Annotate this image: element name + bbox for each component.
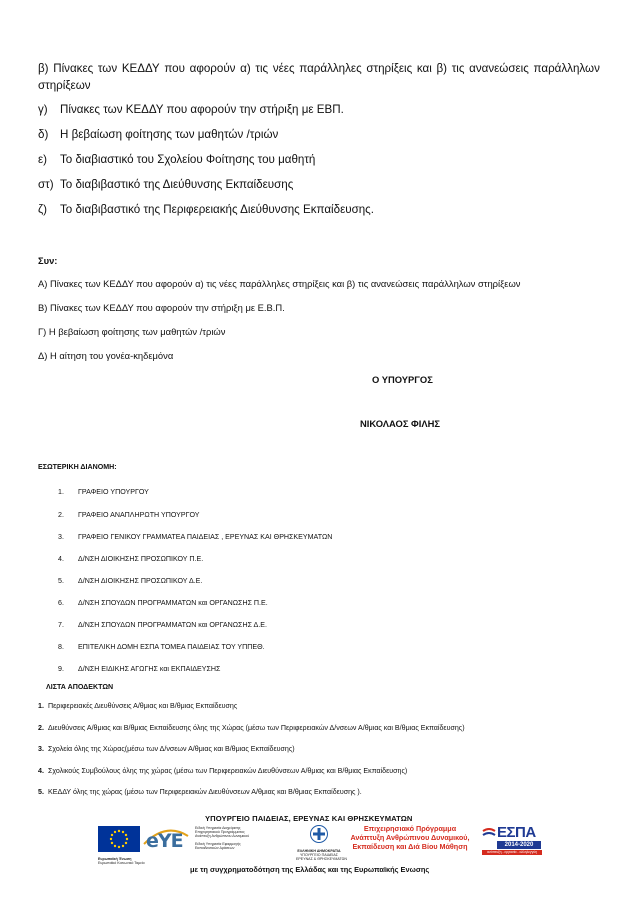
item-number: 3. [38,745,44,753]
enclosure-text: Το διαβιβαστικό της Περιφερειακής Διεύθυνσης Εκπαίδευσης. [60,203,374,216]
greek-republic-line: ΕΛΛΗΝΙΚΗ ΔΗΜΟΚΡΑΤΙΑ [297,849,341,853]
item-text: Δ/ΝΣΗ ΕΙΔΙΚΗΣ ΑΓΩΓΗΣ και ΕΚΠΑΙΔΕΥΣΗΣ [78,665,221,673]
internal-distribution-item [58,488,149,496]
enclosure-b-word: που [164,62,185,75]
item-number: 2. [38,724,44,732]
internal-distribution-item [58,555,203,563]
item-number: 6. [58,599,64,607]
item-number: 5. [38,788,44,796]
item-text: Δ/ΝΣΗ ΔΙΟΙΚΗΣΗΣ ΠΡΟΣΩΠΙΚΟΥ Π.Ε. [78,555,204,563]
greek-republic-line: ΕΡΕΥΝΑΣ & ΘΡΗΣΚΕΥΜΑΤΩΝ [296,857,347,862]
espa-period: 2014-2020 [497,841,541,849]
attachments-heading: Συν: [38,255,58,266]
enclosure-item [38,103,344,116]
enclosure-b-word: παράλληλων [533,62,600,75]
recipient-item [38,767,407,775]
item-number: 9. [58,665,64,673]
program-line: Εκπαίδευση και Διά Βίου Μάθηση [352,842,468,851]
greek-republic-line: ΥΠΟΥΡΓΕΙΟ ΠΑΙΔΕΙΑΣ [299,853,339,858]
enclosure-b-word: ανανεώσεις [469,62,529,75]
enclosure-b-word: και [416,62,432,75]
enclosure-item-b [38,62,600,75]
eu-logo [98,826,145,866]
internal-distribution-item [58,621,267,629]
enclosure-b-word: των [97,62,118,75]
recipient-item [38,724,465,732]
attachment-item: Β) Πίνακες των ΚΕΔΔΥ που αφορούν την στήριξη με Ε.Β.Π. [38,302,285,313]
enclosure-text: Το διαβιαστικό του Σχολείου Φοίτησης του μαθητή [60,153,316,166]
enclosure-text: Το διαβιβαστικό της Διεύθυνσης Εκπαίδευσης [60,178,294,191]
eye-logo-text: eYE [146,830,183,852]
item-text: Διευθύνσεις Α/θμιας και Β/θμιας Εκπαίδευσης όλης της Χώρας (μέσω των Περιφερειακών Δ/νσεων Α/θμιας και Β/θμιας Εκπαίδευσης) [48,724,465,732]
managing-authority-line: Ειδική Υπηρεσία Διαχείρισης [195,826,241,830]
item-number: 5. [58,577,64,585]
enclosure-item [38,153,315,166]
espa-flag-icon [482,827,496,841]
authority-line: Εκπαιδευτικών Δράσεων [195,845,235,850]
enclosure-b-word: στηρίξεις [366,62,413,75]
enclosure-b-word: α) [240,62,251,75]
espa-tagline: ανάπτυξη - εργασία - αλληλεγγύη [482,850,542,855]
enclosure-item [38,128,278,141]
item-number: 4. [38,767,44,775]
recipient-item [38,745,295,753]
program-line: Ανάπτυξη Ανθρώπινου Δυναμικού, [350,833,470,842]
enclosure-b-word: τις [451,62,465,75]
eu-logo-subtext: Ευρωπαϊκό Κοινωνικό Ταμείο [98,861,145,866]
authority-line: Ειδική Υπηρεσία Εφαρμογής [195,841,241,846]
item-text: ΚΕΔΔΥ όλης της χώρας (μέσω των Περιφερειακών Διευθύνσεων Α/θμιας και Β/θμιας Εκπαίδευσης ). [48,788,362,796]
footer-ministry: ΥΠΟΥΡΓΕΙΟ ΠΑΙΔΕΙΑΣ, ΕΡΕΥΝΑΣ ΚΑΙ ΘΡΗΣΚΕΥΜΑΤΩΝ [205,814,413,823]
enclosure-item-b-continuation: στηρίξεων [38,79,91,92]
recipient-item [38,702,237,710]
enclosure-b-word: Πίνακες [53,62,94,75]
item-text: ΓΡΑΦΕΙΟ ΥΠΟΥΡΓΟΥ [78,488,149,496]
internal-distribution-item [58,643,265,651]
item-number: 8. [58,643,64,651]
internal-distribution-item [58,511,200,519]
item-text: Δ/ΝΣΗ ΣΠΟΥΔΩΝ ΠΡΟΓΡΑΜΜΑΤΩΝ και ΟΡΓΑΝΩΣΗΣ Δ.Ε. [78,621,267,629]
item-text: Δ/ΝΣΗ ΣΠΟΥΔΩΝ ΠΡΟΓΡΑΜΜΑΤΩΝ και ΟΡΓΑΝΩΣΗΣ Π.Ε. [78,599,268,607]
enclosure-b-word: β) [38,62,49,75]
enclosure-marker: δ) [38,128,49,141]
enclosure-b-word: β) [436,62,448,75]
espa-logo [482,824,542,856]
footer-cofinancing: με τη συγχρηματοδότηση της Ελλάδας και της Ευρωπαϊκής Ενωσης [190,865,430,874]
internal-distribution-item [58,665,220,673]
managing-authority-block [195,826,283,850]
signature-name: ΝΙΚΟΛΑΟΣ ΦΙΛΗΣ [360,418,440,429]
enclosure-b-word: νέες [272,62,295,75]
managing-authority-line: Επιχειρησιακού Προγράμματος [195,830,245,835]
item-number: 3. [58,533,64,541]
internal-distribution-item [58,533,332,541]
item-text: Περιφερειακές Διευθύνσεις Α/θμιας και Β/θμιας Εκπαίδευσης [48,702,238,710]
attachment-item: Γ) Η βεβαίωση φοίτησης των μαθητών /τριών [38,326,226,337]
recipients-heading: ΛΙΣΤΑ ΑΠΟΔΕΚΤΩΝ [46,683,114,691]
enclosure-marker: ε) [38,153,48,166]
item-number: 4. [58,555,64,563]
item-text: ΕΠΙΤΕΛΙΚΗ ΔΟΜΗ ΕΣΠΑ ΤΟΜΕΑ ΠΑΙΔΕΙΑΣ ΤΟΥ ΥΠΠΕΘ. [78,643,265,651]
eu-flag-icon [98,826,140,852]
operational-program-logo [346,824,474,851]
item-text: ΓΡΑΦΕΙΟ ΓΕΝΙΚΟΥ ΓΡΑΜΜΑΤΕΑ ΠΑΙΔΕΙΑΣ , ΕΡΕΥΝΑΣ ΚΑΙ ΘΡΗΣΚΕΥΜΑΤΩΝ [78,533,333,541]
managing-authority-line: Ανάπτυξη Ανθρώπινου Δυναμικού [195,834,250,839]
enclosure-b-word: ΚΕΔΔΥ [121,62,160,75]
internal-distribution-heading: ΕΣΩΤΕΡΙΚΗ ΔΙΑΝΟΜΗ: [38,463,117,471]
espa-name: ΕΣΠΑ [497,824,536,841]
greek-republic-logo [296,824,347,862]
greek-emblem-icon [296,824,342,844]
enclosure-text: Η βεβαίωση φοίτησης των μαθητών /τριών [60,128,279,141]
item-text: Σχολικούς Συμβούλους όλης της χώρας (μέσω των Περιφερειακών Διευθύνσεων Α/θμιας και Β/θμιας Εκπαίδευσης) [48,767,408,775]
enclosure-text: Πίνακες των ΚΕΔΔΥ που αφορούν την στήριξη με ΕΒΠ. [60,103,344,116]
internal-distribution-item [58,599,268,607]
item-text: ΓΡΑΦΕΙΟ ΑΝΑΠΛΗΡΩΤΗ ΥΠΟΥΡΓΟΥ [78,511,200,519]
item-number: 1. [38,702,44,710]
eu-logo-text: Ευρωπαϊκή Ένωση [98,857,132,861]
attachment-item: Δ) Η αίτηση του γονέα-κηδεμόνα [38,350,174,361]
enclosure-b-word: παράλληλες [299,62,362,75]
enclosure-item [38,203,374,216]
item-number: 7. [58,621,64,629]
enclosure-marker: γ) [38,103,48,116]
enclosure-b-word: τις [255,62,269,75]
item-text: Σχολεία όλης της Χώρας(μέσω των Δ/νσεων Α/θμιας και Β/θμιας Εκπαίδευσης) [48,745,295,753]
recipient-item [38,788,362,796]
signature-role: Ο ΥΠΟΥΡΓΟΣ [372,374,433,385]
item-number: 2. [58,511,64,519]
attachment-item: Α) Πίνακες των ΚΕΔΔΥ που αφορούν α) τις νέες παράλληλες στηρίξεις και β) τις ανανεώσεις παράλληλων στηρίξεων [38,278,521,289]
enclosure-marker: ζ) [38,203,47,216]
enclosure-item [38,178,293,191]
program-line: Επιχειρησιακό Πρόγραμμα [363,824,457,833]
item-number: 1. [58,488,64,496]
item-text: Δ/ΝΣΗ ΔΙΟΙΚΗΣΗΣ ΠΡΟΣΩΠΙΚΟΥ Δ.Ε. [78,577,203,585]
internal-distribution-item [58,577,202,585]
eye-logo [142,826,190,854]
enclosure-b-word: αφορούν [189,62,236,75]
enclosure-marker: στ) [38,178,54,191]
